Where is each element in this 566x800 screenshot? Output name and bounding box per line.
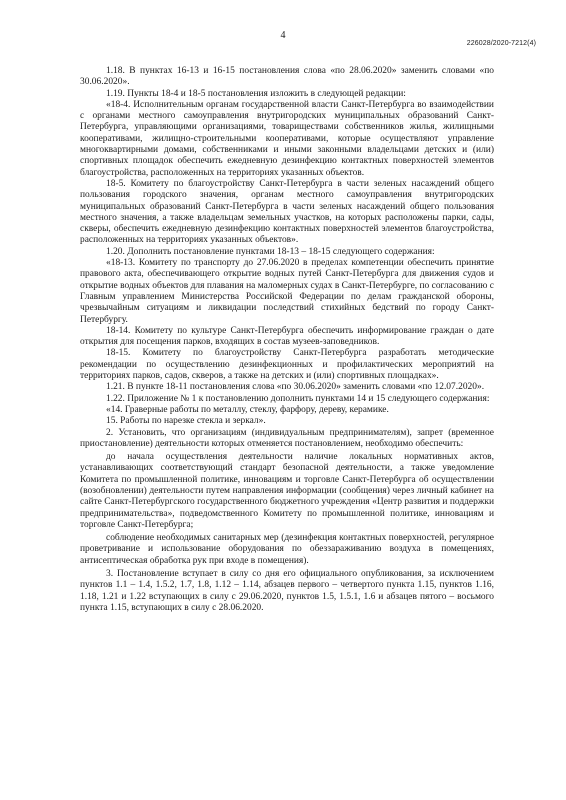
paragraph-18-5: 18-5. Комитету по благоустройству Санкт-Петербурга в части зеленых насаждений общего пользования городского значения, органам местного самоуправления внутригородских муниципальных образований Санкт-Петербурга в части зеленых насаждений общего пользования местного значения, а также владельцам земельных участков, на которых расположены парки, сады, скверы, обеспечить ежедневную дезинфекцию контактных поверхностей элементов благоустройства, расположенных на территориях указанных объектов». [80,178,494,246]
paragraph-1-22: 1.22. Приложение № 1 к постановлению дополнить пунктами 14 и 15 следующего содержания: [106,393,490,404]
paragraph-1-18: 1.18. В пунктах 16-13 и 16-15 постановления слова «по 28.06.2020» заменить словами «по 30.06.2020». [80,66,494,88]
paragraph-item-15: 15. Работы по нарезке стекла и зеркал». [106,416,266,427]
paragraph-item-14: «14. Граверные работы по металлу, стеклу, фарфору, дереву, керамике. [106,404,389,415]
paragraph-1-21: 1.21. В пункте 18-11 постановления слова «по 30.06.2020» заменить словами «по 12.07.2020». [106,382,485,393]
paragraph-18-4: «18-4. Исполнительным органам государственной власти Санкт-Петербурга во взаимодействии с органами местного самоуправления внутригородских муниципальных образований Санкт-Петербурга, управляющими организациями, товариществами собственников жилья, жилищными кооперативами, жилищно-строительными кооперативами, которые осуществляют управление многоквартирными домами, собственниками и иными законными владельцами детских и (или) спортивных площадок обеспечить ежедневную дезинфекцию контактных поверхностей элементов благоустройства, расположенных на территориях указанных объектов. [80,99,494,178]
page-number: 4 [280,30,286,41]
paragraph-18-15: 18-15. Комитету по благоустройству Санкт-Петербурга разработать методические рекомендации по осуществлению дезинфекционных и профилактических мероприятий на территориях парков, садов, скверов, а также на детских и (или) спортивных площадках». [80,348,494,382]
document-body [80,66,494,614]
paragraph-18-14: 18-14. Комитету по культуре Санкт-Петербурга обеспечить информирование граждан о дате открытия для посещения парков, входящих в состав музеев-заповедников. [80,325,494,348]
paragraph-2: 2. Установить, что организациям (индивидуальным предпринимателям), запрет (временное приостановление) деятельности которых отменяется постановлением, необходимо обеспечить: [80,427,494,449]
paragraph-2-requirement-2: соблюдение необходимых санитарных мер (дезинфекция контактных поверхностей, регулярное проветривание и использование оборудования по обеззараживанию воздуха в помещениях, антисептическая обработка рук при входе в помещения). [80,533,494,566]
paragraph-3: 3. Постановление вступает в силу со дня его официального опубликования, за исключением пунктов 1.1 – 1.4, 1.5.2, 1.7, 1.8, 1.12 – 1.14, абзацев первого – четвертого пункта 1.15, пунктов 1.16, 1.18, 1.21 и 1.22 вступающих в силу с 29.06.2020, пунктов 1.5, 1.5.1, 1.6 и абзацев пятого – восьмого пункта 1.15, вступающих в силу с 28.06.2020. [80,569,494,613]
paragraph-1-19: 1.19. Пункты 18-4 и 18-5 постановления изложить в следующей редакции: [106,88,406,99]
document-code: 226028/2020-7212(4) [466,40,536,47]
paragraph-18-13: «18-13. Комитету по транспорту до 27.06.2020 в пределах компетенции обеспечить принятие правового акта, обеспечивающего открытие водных путей Санкт-Петербурга для движения судов и открытие водных объектов для плавания на маломерных судах в Санкт-Петербурге, по согласованию с Главным управлением Министерства Российской Федерации по делам гражданской обороны, чрезвычайным ситуациям и ликвидации последствий стихийных бедствий по городу Санкт-Петербургу. [80,258,494,325]
paragraph-2-requirement-1: до начала осуществления деятельности наличие локальных нормативных актов, устанавливающих соответствующий стандарт безопасной деятельности, а также уведомление Комитета по промышленной политике, инновациям и торговле Санкт-Петербурга об осуществлении (возобновлении) деятельности путем направления информации (сообщения) через личный кабинет на сайте Санкт-Петербургского государственного бюджетного учреждения «Центр развития и поддержки предпринимательства», подведомственного Комитету по промышленной политике, инновациям и торговле Санкт-Петербурга; [80,452,494,530]
paragraph-1-20: 1.20. Дополнить постановление пунктами 18-13 – 18-15 следующего содержания: [106,246,435,257]
